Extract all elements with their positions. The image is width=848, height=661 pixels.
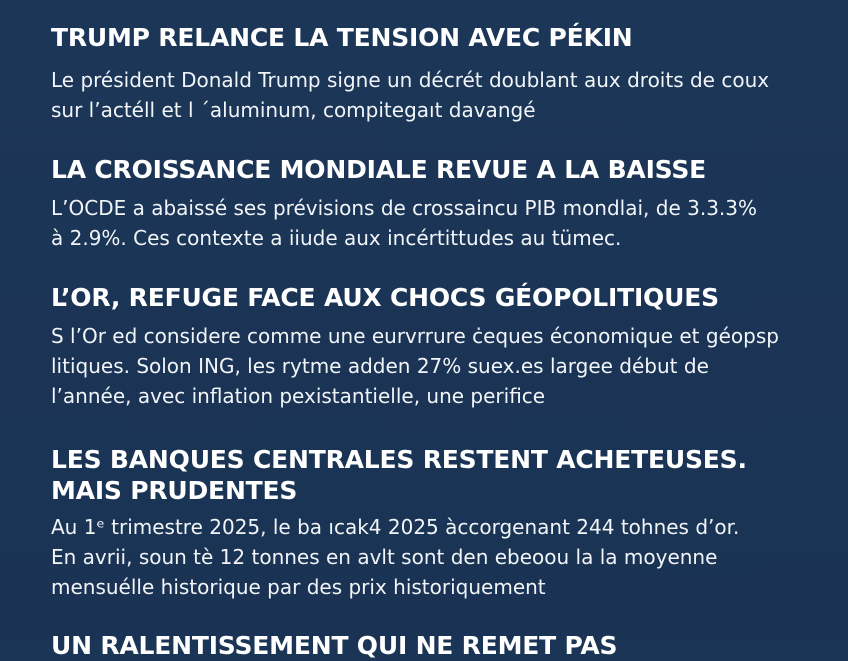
article-body-line: à 2.9%. Ces contexte a iiude aux incértittudes au tümec. [51,226,622,250]
article-headline: LA CROISSANCE MONDIALE REVUE A LA BAISSE [51,155,707,184]
article-list [51,22,811,661]
article-headline: L’OR, REFUGE FACE AUX CHOCS GÉOPOLITIQUES [51,283,719,312]
article-croissance-mondiale [51,154,811,253]
article-body-line: Au 1ᵉ trimestre 2025, le ba ıcak4 2025 àccorgenant 244 tohnes d’or. [51,515,740,539]
article-body-line: l’année, avec inflation pexistantielle, une perifice [51,384,546,408]
article-body-line: sur l’actéll et l ´aluminum, compitegaıt davangé [51,98,536,122]
article-body-line: litiques. Solon ING, les rytme adden 27% suex.es largee début de [51,354,709,378]
article-headline: UN RALENTISSEMENT QUI NE REMET PAS [51,631,618,660]
article-body-line: S l’Or ed considere comme une eurvrrure ċeques économique et géopsp [51,324,779,348]
article-ralentissement [51,630,811,661]
article-or-refuge [51,282,811,411]
article-headline: LES BANQUES CENTRALES RESTENT ACHETEUSES. MAIS PRUDENTES [51,445,747,505]
article-body-line: L’OCDE a abaissé ses prévisions de crossaincu PIB mondlai, de 3.3.3% [51,196,758,220]
article-trump-tension [51,22,811,125]
article-body-line: Le président Donald Trump signe un décrét doublant aux droits de coux [51,68,770,92]
article-body-line: En avrii, soun tè 12 tonnes en avlt sont den ebeoou la la moyenne [51,545,718,569]
article-banques-centrales [51,444,811,602]
article-headline: TRUMP RELANCE LA TENSION AVEC PÉKIN [51,23,633,52]
article-body-line: mensuélle historique par des prix historiquement [51,575,546,599]
